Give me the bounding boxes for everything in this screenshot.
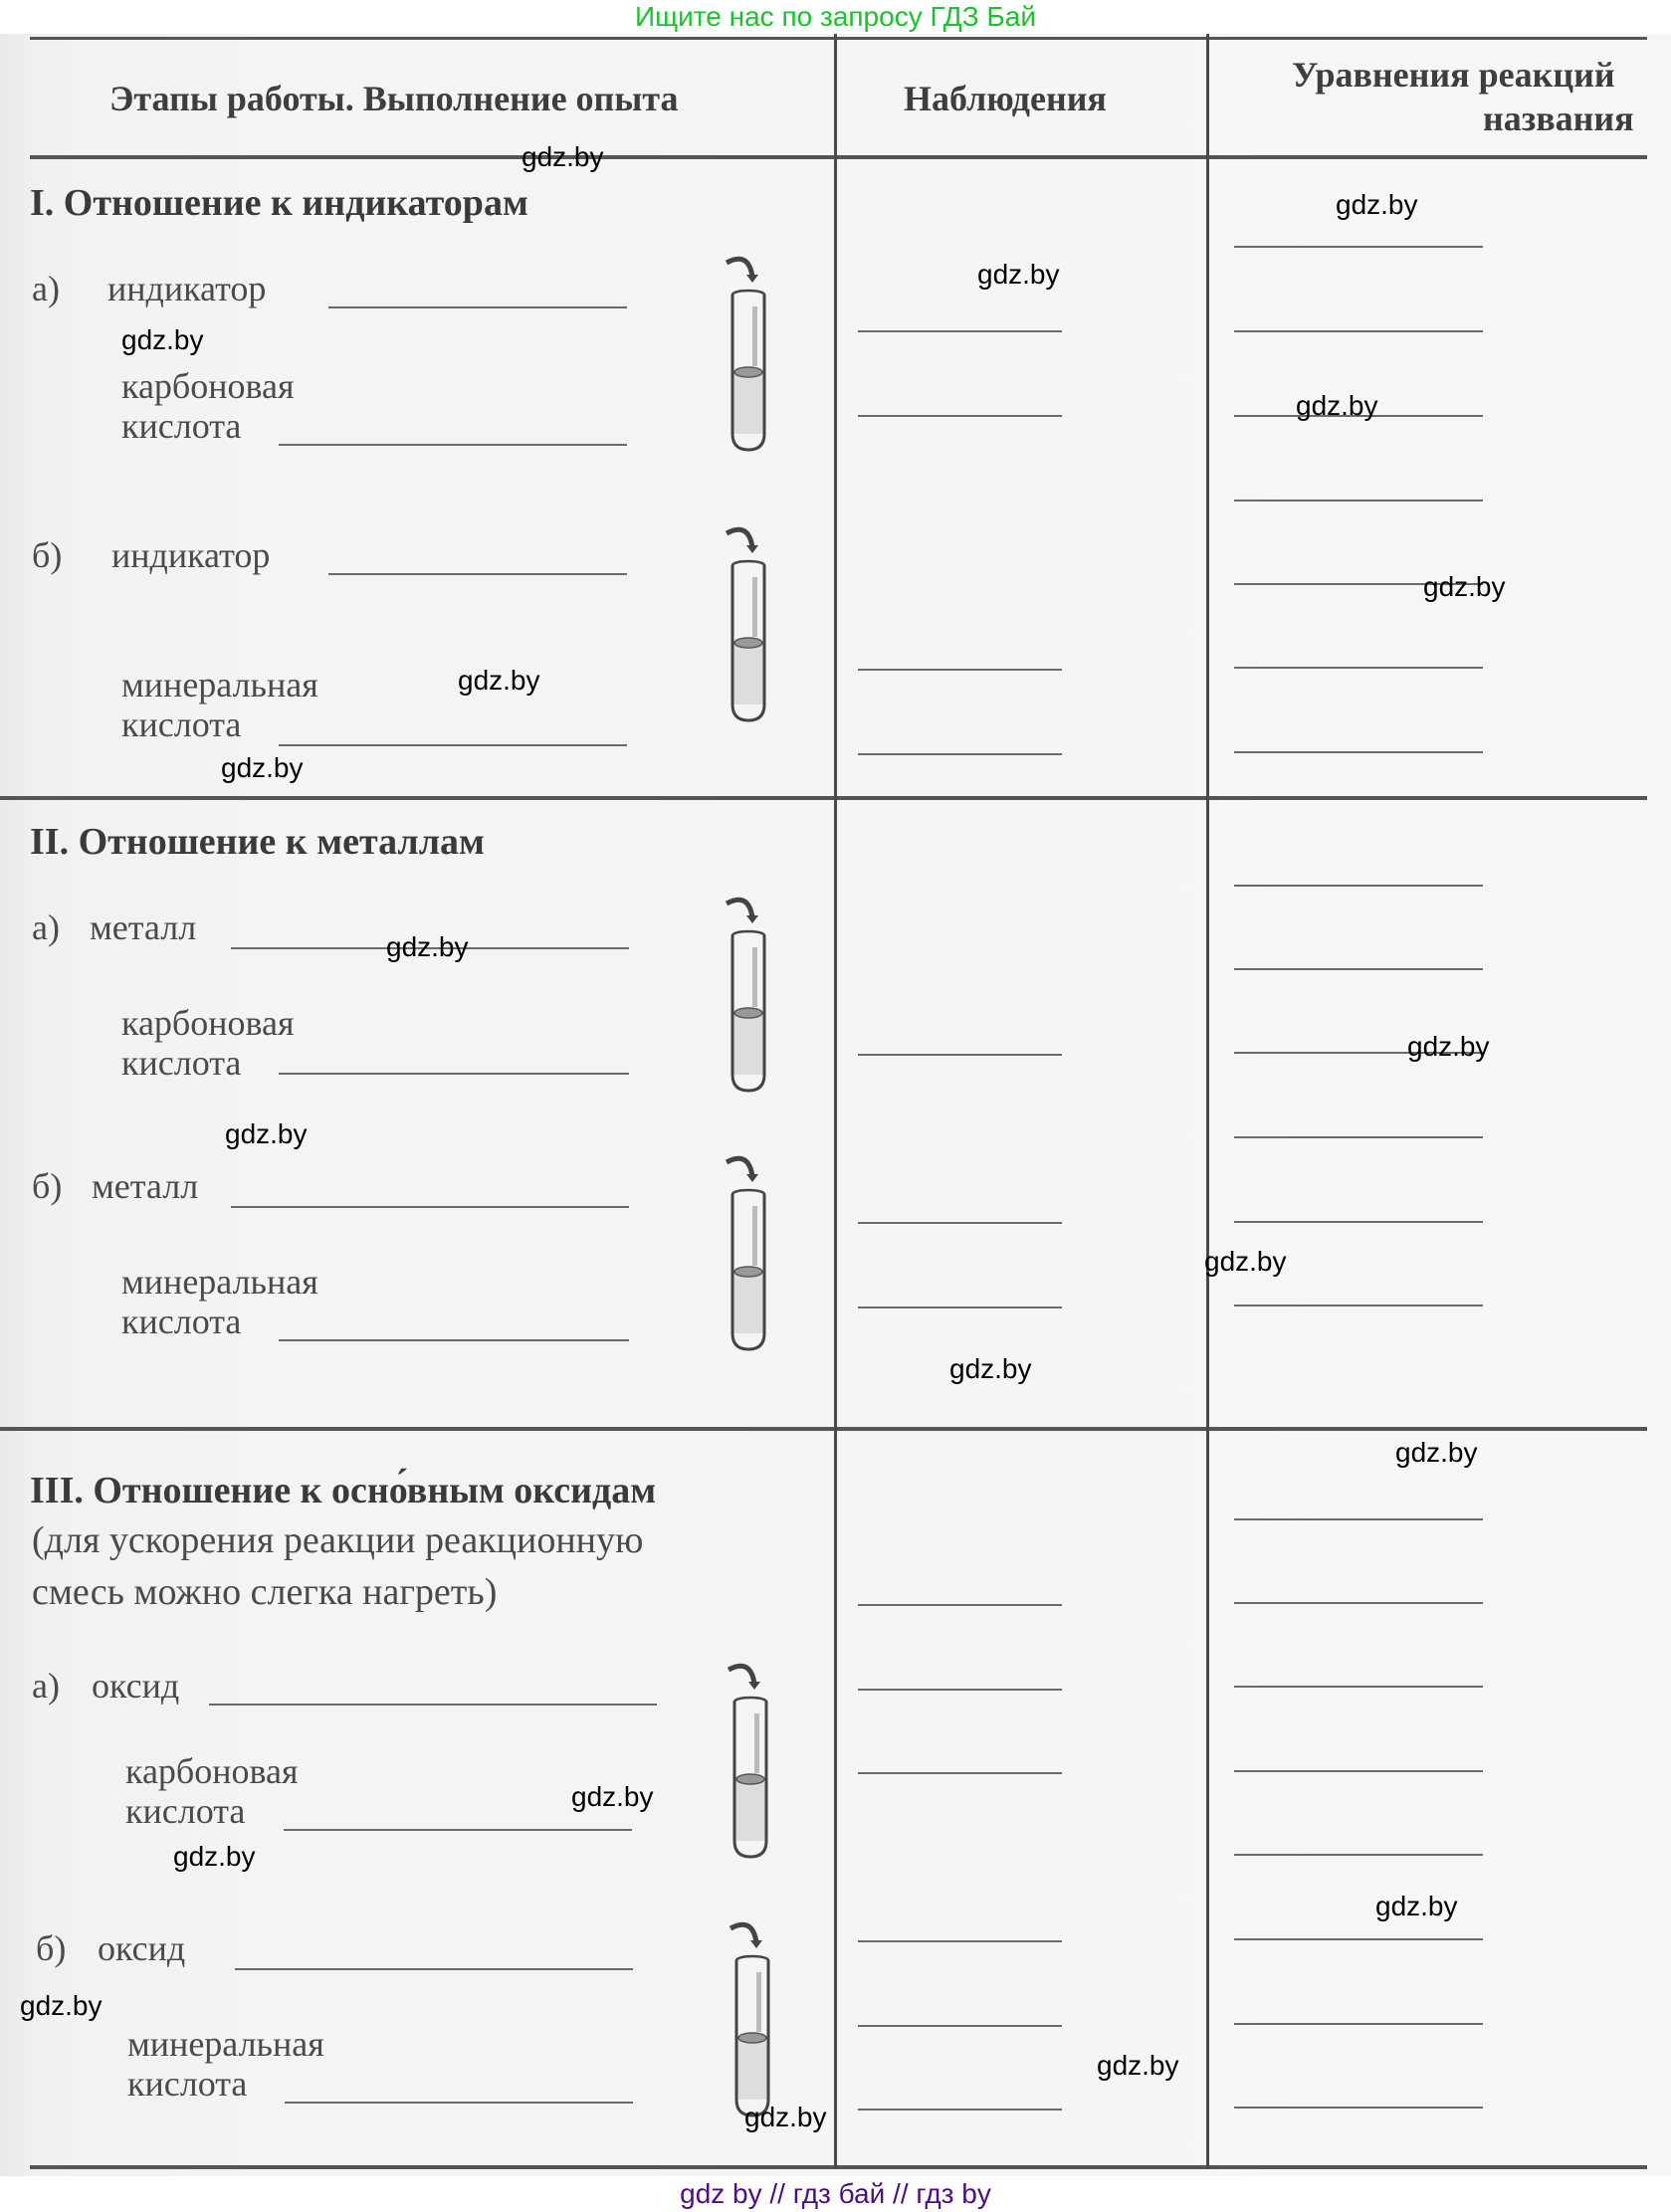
- worksheet-page: [0, 34, 1671, 2176]
- observation-blank[interactable]: [858, 1222, 1062, 1224]
- item-2b-reagent: металл: [92, 1166, 199, 1206]
- section-1-title: I. Отношение к индикаторам: [30, 182, 528, 224]
- column-divider-1: [834, 34, 837, 2169]
- watermark: gdz.by: [20, 1990, 103, 2021]
- observation-blank[interactable]: [858, 1307, 1062, 1308]
- test-tube-with-arrow-icon: [719, 896, 778, 1095]
- equation-blank[interactable]: [1234, 751, 1483, 753]
- test-tube-with-arrow-icon: [719, 1154, 778, 1353]
- item-3b-reagent-blank[interactable]: [235, 1968, 633, 1970]
- item-1a-marker: а): [32, 269, 60, 308]
- table-top-rule: [30, 37, 1647, 40]
- equation-blank[interactable]: [1234, 1602, 1483, 1604]
- item-2b-acid-line1: минеральная: [121, 1262, 318, 1302]
- watermark: gdz.by: [1423, 571, 1506, 602]
- observation-blank[interactable]: [858, 1054, 1062, 1056]
- item-1a-acid-line1: карбоновая: [121, 366, 295, 406]
- watermark: gdz.by: [949, 1353, 1032, 1384]
- item-3a-acid-line2: кислота: [125, 1791, 246, 1831]
- header-bottom-rule: [30, 155, 1647, 159]
- item-1b-acid-line1: минеральная: [121, 665, 318, 704]
- observation-blank[interactable]: [858, 1604, 1062, 1606]
- item-3b-reagent: оксид: [98, 1928, 186, 1968]
- item-3b-acid-line2: кислота: [127, 2064, 248, 2104]
- observation-blank[interactable]: [858, 2025, 1062, 2027]
- equation-blank[interactable]: [1234, 1686, 1483, 1688]
- observation-blank[interactable]: [858, 415, 1062, 417]
- watermark: gdz.by: [977, 259, 1060, 290]
- test-tube-with-arrow-icon: [721, 1662, 780, 1861]
- item-3a-marker: а): [32, 1666, 60, 1706]
- item-3b-acid-line1: минеральная: [127, 2024, 324, 2064]
- test-tube-with-arrow-icon: [719, 255, 778, 454]
- table-bottom-rule: [30, 2165, 1647, 2169]
- equation-blank[interactable]: [1234, 246, 1483, 248]
- item-2a-acid-blank[interactable]: [279, 1073, 629, 1075]
- item-1b-acid-line2: кислота: [121, 704, 242, 744]
- top-banner[interactable]: Ищите нас по запросу ГДЗ Бай: [0, 0, 1671, 34]
- watermark: gdz.by: [522, 141, 604, 172]
- equation-blank[interactable]: [1234, 1518, 1483, 1520]
- item-2b-acid-blank[interactable]: [279, 1339, 629, 1341]
- bottom-banner[interactable]: gdz by // гдз бай // гдз by: [0, 2176, 1671, 2212]
- item-1b-marker: б): [32, 535, 63, 575]
- watermark: gdz.by: [225, 1118, 308, 1149]
- item-2b-reagent-blank[interactable]: [231, 1206, 629, 1208]
- section-3-note-line1: (для ускорения реакции реакционную: [32, 1519, 644, 1561]
- item-2b-marker: б): [32, 1166, 63, 1206]
- equation-blank[interactable]: [1234, 667, 1483, 669]
- watermark: gdz.by: [1407, 1031, 1490, 1062]
- section-3-title: III. Отношение к осно́вным оксидам: [30, 1470, 657, 1511]
- watermark: gdz.by: [1296, 390, 1378, 421]
- equation-blank[interactable]: [1234, 330, 1483, 332]
- item-3a-acid-line1: карбоновая: [125, 1751, 299, 1791]
- item-1b-reagent-blank[interactable]: [328, 573, 627, 575]
- item-2a-acid-line1: карбоновая: [121, 1003, 295, 1043]
- watermark: gdz.by: [1375, 1891, 1458, 1921]
- equation-blank[interactable]: [1234, 1770, 1483, 1772]
- equation-blank[interactable]: [1234, 500, 1483, 502]
- watermark: gdz.by: [221, 752, 304, 783]
- watermark: gdz.by: [1395, 1437, 1478, 1468]
- item-2a-reagent: металл: [90, 907, 197, 947]
- equation-blank[interactable]: [1234, 2107, 1483, 2109]
- item-3a-reagent-blank[interactable]: [209, 1704, 657, 1706]
- section-3-note-line2: смесь можно слегка нагреть): [32, 1571, 498, 1613]
- observation-blank[interactable]: [858, 2109, 1062, 2111]
- equation-blank[interactable]: [1234, 1854, 1483, 1856]
- watermark: gdz.by: [173, 1841, 256, 1872]
- observation-blank[interactable]: [858, 669, 1062, 671]
- observation-blank[interactable]: [858, 1772, 1062, 1774]
- observation-blank[interactable]: [858, 1689, 1062, 1691]
- item-3a-acid-blank[interactable]: [284, 1829, 632, 1831]
- header-equations-line2: названия: [1483, 99, 1634, 138]
- watermark: gdz.by: [458, 665, 540, 696]
- test-tube-with-arrow-icon: [719, 525, 778, 724]
- equation-blank[interactable]: [1234, 1305, 1483, 1307]
- section-1-bottom-rule: [0, 796, 1647, 800]
- item-3b-acid-blank[interactable]: [285, 2102, 633, 2104]
- observation-blank[interactable]: [858, 753, 1062, 755]
- header-stages: Этапы работы. Выполнение опыта: [109, 79, 679, 118]
- watermark: gdz.by: [1204, 1246, 1287, 1277]
- item-1a-reagent-blank[interactable]: [328, 306, 627, 308]
- watermark: gdz.by: [744, 2102, 827, 2132]
- watermark: gdz.by: [1336, 189, 1418, 220]
- equation-blank[interactable]: [1234, 968, 1483, 970]
- section-2-bottom-rule: [0, 1427, 1647, 1431]
- header-equations-line1: Уравнения реакций: [1292, 55, 1615, 95]
- item-2a-marker: а): [32, 907, 60, 947]
- equation-blank[interactable]: [1234, 1136, 1483, 1138]
- item-1b-reagent: индикатор: [111, 535, 271, 575]
- header-observations: Наблюдения: [904, 79, 1107, 118]
- column-divider-2: [1206, 34, 1209, 2169]
- watermark: gdz.by: [121, 324, 204, 355]
- item-1a-reagent: индикатор: [107, 269, 267, 308]
- equation-blank[interactable]: [1234, 885, 1483, 887]
- item-2a-acid-line2: кислота: [121, 1043, 242, 1083]
- watermark: gdz.by: [1097, 2050, 1179, 2081]
- equation-blank[interactable]: [1234, 2023, 1483, 2025]
- item-1a-acid-line2: кислота: [121, 406, 242, 446]
- equation-blank[interactable]: [1234, 1221, 1483, 1223]
- watermark: gdz.by: [386, 931, 469, 962]
- item-3a-reagent: оксид: [92, 1666, 180, 1706]
- item-2b-acid-line2: кислота: [121, 1302, 242, 1341]
- equation-blank[interactable]: [1234, 1938, 1483, 1940]
- watermark: gdz.by: [571, 1781, 654, 1812]
- item-1a-acid-blank[interactable]: [279, 444, 627, 446]
- section-2-title: II. Отношение к металлам: [30, 821, 485, 863]
- observation-blank[interactable]: [858, 330, 1062, 332]
- item-3b-marker: б): [36, 1928, 67, 1968]
- observation-blank[interactable]: [858, 1940, 1062, 1942]
- item-1b-acid-blank[interactable]: [279, 744, 627, 746]
- test-tube-with-arrow-icon: [723, 1920, 782, 2119]
